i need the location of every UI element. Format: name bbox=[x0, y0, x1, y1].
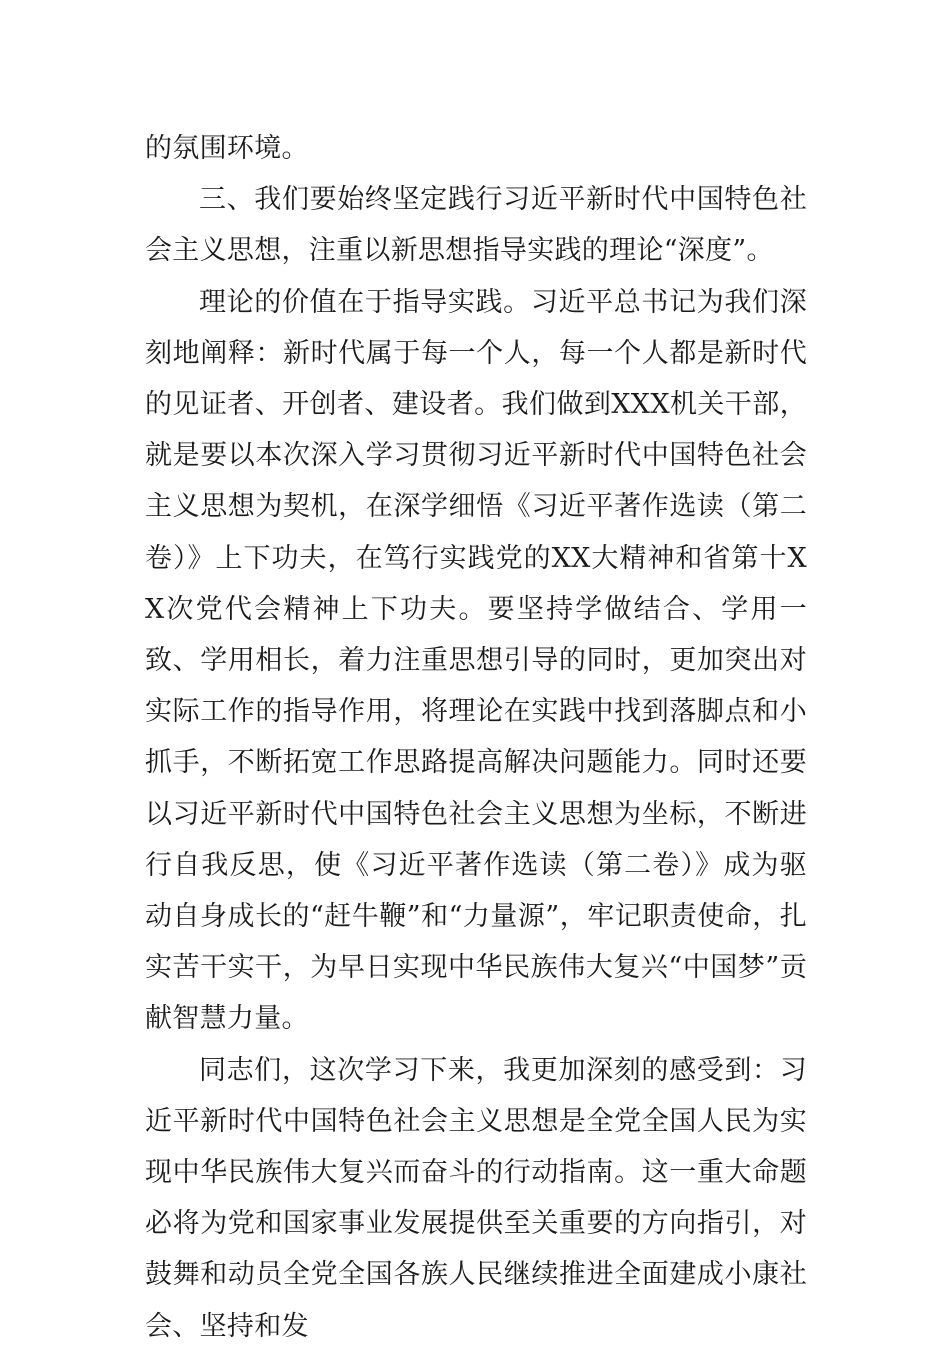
paragraph-continuation: 的氛围环境。 bbox=[145, 133, 309, 164]
paragraph-section-heading: 三、我们要始终坚定践行习近平新时代中国特色社会主义思想，注重以新思想指导实践的理论“深度”。 bbox=[145, 184, 807, 267]
document-body bbox=[145, 123, 807, 1352]
paragraph-theory-practice: 理论的价值在于指导实践。习近平总书记为我们深刻地阐释：新时代属于每一个人，每一个人都是新时代的见证者、开创者、建设者。我们做到XXX机关干部，就是要以本次深入学习贯彻习近平新时代中国特色社会主义思想为契机，在深学细悟《习近平著作选读（第二卷）》上下功夫，在笃行实践党的XX大精神和省第十XX次党代会精神上下功夫。要坚持学做结合、学用一致、学用相长，着力注重思想引导的同时，更加突出对实际工作的指导作用，将理论在实践中找到落脚点和小抓手，不断拓宽工作思路提高解决问题能力。同时还要以习近平新时代中国特色社会主义思想为坐标，不断进行自我反思，使《习近平著作选读（第二卷）》成为驱动自身成长的“赶牛鞭”和“力量源”，牢记职责使命，扎实苦干实干，为早日实现中华民族伟大复兴“中国梦”贡献智慧力量。 bbox=[145, 286, 807, 1035]
paragraph-conclusion: 同志们，这次学习下来，我更加深刻的感受到：习近平新时代中国特色社会主义思想是全党全国人民为实现中华民族伟大复兴而奋斗的行动指南。这一重大命题必将为党和国家事业发展提供至关重要的方向指引，对鼓舞和动员全党全国各族人民继续推进全面建成小康社会、坚持和发 bbox=[145, 1054, 807, 1342]
